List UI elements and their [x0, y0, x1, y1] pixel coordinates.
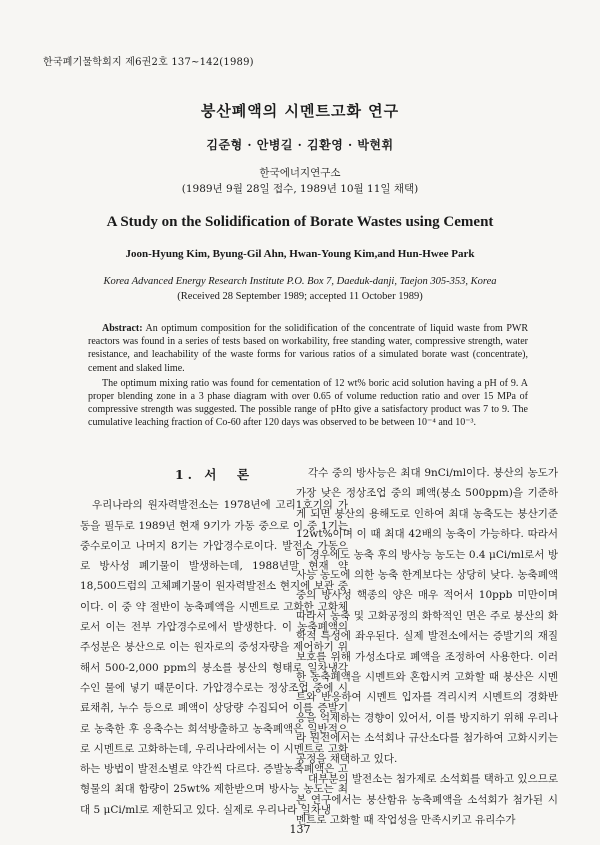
korean-authors: 김준형 · 안병길 · 김환영 · 박현휘: [206, 138, 394, 152]
korean-dates: (1989년 9월 28일 접수, 1989년 10월 11일 채택): [181, 183, 419, 195]
page-number: 137: [289, 823, 311, 836]
english-affiliation: Korea Advanced Energy Research Institute P.O. Box 7, Daeduk-danji, Taejon 305-353, Korea: [103, 276, 497, 287]
abstract: [88, 322, 528, 430]
journal-citation: 한국폐기물학회지 제6권2호 137~142(1989): [43, 57, 254, 68]
english-authors: Joon-Hyung Kim, Byung-Gil Ahn, Hwan-Young Kim,and Hun-Hwee Park: [125, 248, 475, 260]
abstract-paragraph-2: The optimum mixing ratio was found for cementation of 12 wt% boric acid solution having a pH of 9. A proper blending zone in a 3 phase diagram with over 0.65 of volume reduction ratio and over 15 MPa of compressive strength was suggested. The possible range of pHto give a satisfactory product was 7 to 9. The cumulative leaching fraction of Co-60 after 120 days was observed to be between 10⁻⁴ and 10⁻³.: [88, 377, 528, 429]
right-column: [296, 463, 558, 830]
korean-affiliation: 한국에너지연구소: [259, 167, 341, 179]
right-paragraph-1: 각수 중의 방사능은 최대 9nCi/ml이다. 붕산의 농도가 가장 낮은 정상조업 중의 폐액(붕소 500ppm)을 기준하게 되면 붕산의 용해도로 인하여 최대 농축도는 붕산기준 12wt%이며 이 때 최대 42배의 농축이 가능하다. 따라서 이 경우에도 농축 후의 방사능 농도는 0.4 μCi/ml로서 방사능 농도에 의한 농축 한계보다는 상당히 낮다. 농축폐액 중의 방사성 핵종의 양은 매우 적어서 10ppb 미만이며 따라서 농축 및 고화공정의 화학적인 면은 주로 붕산의 화학적 특성에 좌우된다. 실제 발전소에서는 증발기의 재질보호를 위해 가성소다로 폐액을 조정하여 사용한다. 이러한 농축폐액을 시멘트와 혼합시켜 고화할 때 붕산은 시멘트와 반응하여 시멘트 입자를 격리시켜 시멘트의 경화반응을 억제하는 경향이 있어서, 이를 방지하기 위해 우리나라 원전에서는 소석회나 규산소다를 첨가하여 고화시키는 공정을 채택하고 있다.: [296, 467, 558, 765]
left-paragraph: 우리나라의 원자력발전소는 1978년에 고리1호기의 가동을 필두로 1989년 현재 9기가 가동 중으로 이 중 1기는 중수로이고 나머지 8기는 가압경수로이다. 발전소 가동으로 방사성 폐기물이 발생하는데, 1988년말 현재 약 18,500드럼의 고체폐기물이 원자력발전소 현지에 보관 중이다. 이 중 약 절반이 농축폐액을 시멘트로 고화한 고화체로서 이는 전부 가압경수로에서 발생한다. 이 농축폐액의 주성분은 붕산으로 이는 원자로의 중성자량을 제어하기 위해서 500-2,000 ppm의 붕소를 붕산의 형태로 일차냉각수인 물에 넣기 때문이다. 가압경수로는 정상조업 중에 시료채취, 누수 등으로 폐액이 상당량 수집되어 이를 증발기로 농축한 후 응축수는 희석방출하고 농축폐액은 일반적으로 시멘트로 고화하는데, 우리나라에서는 이 시멘트로 고화하는 방법이 발전소별로 약간씩 다르다. 증발농축폐액은 고형물의 최대 함량이 25wt% 제한받으며 방사능 농도는 최대 5 μCi/ml로 제한되고 있다. 실제로 우리나라 일차냉: [80, 499, 348, 816]
english-title: A Study on the Solidification of Borate Wastes using Cement: [106, 214, 494, 230]
section-heading: 1. 서 론: [174, 467, 254, 482]
abstract-text-1: An optimum composition for the solidification of the concentrate of liquid waste from PWR reactors was found in a series of tests based on workability, free standing water, compressive strength, water resistance, and leachability of the waste forms for various ratios of a simulated borate wast (concentrate), cement and slaked lime.: [88, 323, 528, 374]
abstract-paragraph-1: [88, 322, 528, 375]
korean-title: 붕산폐액의 시멘트고화 연구: [200, 102, 400, 120]
abstract-label: Abstract:: [102, 323, 143, 334]
english-dates: (Received 28 September 1989; accepted 11 October 1989): [177, 291, 423, 302]
right-paragraph-2: 대부분의 발전소는 첨가제로 소석회를 택하고 있으므로 본 연구에서는 붕산함유 농축폐액을 소석회가 첨가된 시멘트로 고화할 때 작업성을 만족시키고 유리수가: [296, 773, 558, 826]
